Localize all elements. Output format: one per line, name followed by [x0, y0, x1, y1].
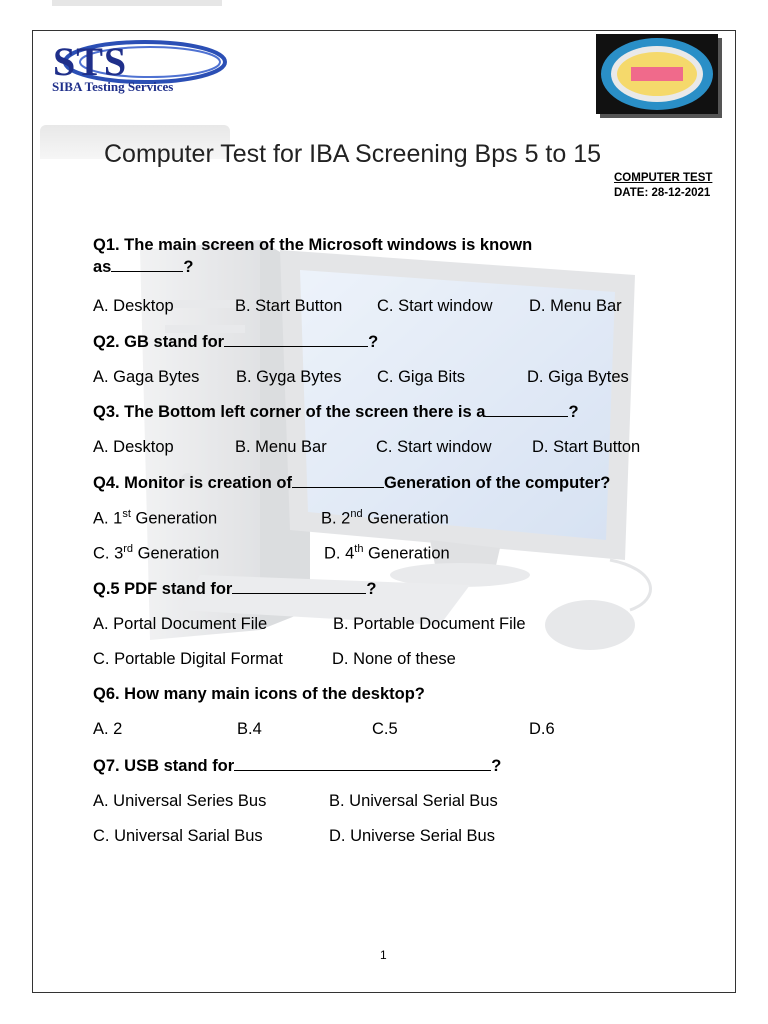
- question-5-text: Q.5 PDF stand for: [93, 580, 233, 598]
- option-b: B. Portable Document File: [333, 615, 526, 633]
- page-title: Computer Test for IBA Screening Bps 5 to 15: [104, 140, 602, 168]
- option-a: A. Desktop: [93, 297, 174, 315]
- option-d: D. Menu Bar: [529, 297, 622, 315]
- test-label: COMPUTER TEST: [614, 172, 713, 184]
- option-d: D.6: [529, 720, 555, 738]
- question-1-text: Q1. The main screen of the Microsoft windows is known: [93, 236, 533, 254]
- question-7: [93, 756, 501, 776]
- option-c: C. Giga Bits: [377, 368, 466, 386]
- option-a: A. Desktop: [93, 438, 174, 456]
- answer-blank: [232, 579, 366, 594]
- question-5-end: ?: [366, 580, 377, 598]
- option-d: D. 4th Generation: [324, 543, 450, 563]
- option-d: D. Universe Serial Bus: [329, 827, 495, 845]
- question-4-text: Q4. Monitor is creation of: [93, 474, 292, 492]
- option-d: D. Giga Bytes: [527, 368, 629, 386]
- option-d: D. None of these: [332, 650, 456, 668]
- option-c: C. Universal Sarial Bus: [93, 827, 263, 845]
- screening-test-badge: [596, 34, 718, 114]
- answer-blank: [292, 473, 384, 488]
- option-c: C. Start window: [376, 438, 492, 456]
- page-number: 1: [380, 948, 387, 962]
- question-2-text: Q2. GB stand for: [93, 333, 225, 351]
- question-1: [93, 236, 532, 279]
- option-a: A. 2: [93, 720, 123, 738]
- option-a: A. Gaga Bytes: [93, 368, 200, 386]
- question-3-end: ?: [568, 403, 579, 421]
- option-b: B. Gyga Bytes: [236, 368, 342, 386]
- option-c: C. 3rd Generation: [93, 543, 220, 563]
- question-4-end: Generation of the computer?: [383, 474, 611, 492]
- question-7-text: Q7. USB stand for: [93, 757, 235, 775]
- option-b: B. Universal Serial Bus: [329, 792, 498, 810]
- top-decoration-line: [52, 0, 222, 6]
- option-a: A. 1st Generation: [93, 508, 218, 528]
- option-c: C.5: [372, 720, 398, 738]
- option-b: B. Start Button: [235, 297, 343, 315]
- test-date: DATE: 28-12-2021: [614, 187, 711, 199]
- answer-blank: [224, 332, 368, 347]
- option-b: B. Menu Bar: [235, 438, 327, 456]
- logo-subtitle: SIBA Testing Services: [52, 79, 174, 94]
- option-c: C. Portable Digital Format: [93, 650, 283, 668]
- sts-logo: [50, 38, 230, 98]
- question-6-text: Q6. How many main icons of the desktop?: [93, 685, 425, 703]
- option-b: B.4: [237, 720, 262, 738]
- badge-emblem-icon: [596, 34, 718, 114]
- answer-blank: [111, 257, 183, 272]
- question-6: [93, 685, 425, 704]
- question-3: [93, 402, 579, 422]
- answer-blank: [234, 756, 491, 771]
- option-b: B. 2nd Generation: [321, 508, 449, 528]
- question-1-end: ?: [183, 258, 194, 276]
- option-a: A. Universal Series Bus: [93, 792, 267, 810]
- answer-blank: [485, 402, 568, 417]
- question-1-text-cont: as: [93, 258, 112, 276]
- question-2-end: ?: [368, 333, 379, 351]
- question-4: [93, 473, 610, 493]
- question-5: [93, 579, 376, 599]
- option-c: C. Start window: [377, 297, 493, 315]
- question-3-text: Q3. The Bottom left corner of the screen there is a: [93, 403, 486, 421]
- question-2: [93, 332, 378, 352]
- option-a: A. Portal Document File: [93, 615, 268, 633]
- option-d: D. Start Button: [532, 438, 641, 456]
- question-7-end: ?: [491, 757, 502, 775]
- test-meta: [614, 171, 712, 201]
- logo-sts-text: STS: [53, 39, 128, 84]
